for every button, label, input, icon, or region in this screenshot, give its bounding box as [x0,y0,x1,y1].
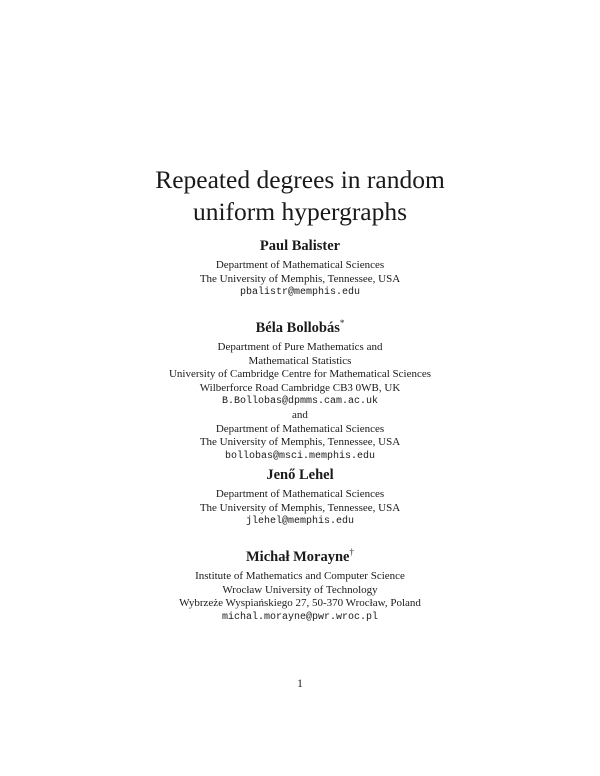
author-email: pbalistr@memphis.edu [239,287,361,299]
author-email: B.Bollobas@dpmms.cam.ac.uk [221,396,379,408]
affiliation-line: Wilberforce Road Cambridge CB3 0WB, UK [199,381,401,394]
footnote-mark: † [349,547,354,557]
author-block-bollobas [0,314,600,463]
author-name: Paul Balister [259,238,341,254]
affiliation-line: The University of Memphis, Tennessee, USA [199,501,401,514]
affiliation-line: Department of Pure Mathematics and [217,341,383,353]
affiliation-line: Wybrzeże Wyspiańskiego 27, 50-370 Wrocław, Poland [179,597,421,610]
author-email: jlehel@memphis.edu [245,516,355,528]
author-block-lehel [0,466,600,529]
author-email: bollobas@msci.memphis.edu [224,450,376,462]
author-name: Michał Morayne† [246,547,354,565]
affiliation-line: Department of Mathematical Sciences [215,422,385,435]
affiliation-line: Department of Mathematical Sciences [215,488,385,500]
affiliation-line: Mathematical Statistics [248,354,352,367]
footnote-mark: * [339,318,345,328]
author-block-morayne [0,543,600,624]
paper-title [0,164,600,228]
author-name: Jenő Lehel [266,467,334,483]
affiliation-line: The University of Memphis, Tennessee, USA [199,436,401,449]
affiliation-line: Department of Mathematical Sciences [215,259,385,271]
and-separator: and [292,408,308,421]
paper-title-line-1: Repeated degrees in random [155,165,445,194]
affiliation-line: University of Cambridge Centre for Mathematical Sciences [168,368,432,381]
author-name: Béla Bollobás* [255,318,345,336]
page-number: 1 [297,678,303,690]
author-email: michal.morayne@pwr.wroc.pl [221,611,379,623]
paper-title-line-2: uniform hypergraphs [192,197,408,226]
affiliation-line: Institute of Mathematics and Computer Science [195,570,405,582]
affiliation-line: The University of Memphis, Tennessee, USA [199,272,401,285]
affiliation-line: Wrocław University of Technology [222,583,378,596]
author-block-balister [0,237,600,300]
